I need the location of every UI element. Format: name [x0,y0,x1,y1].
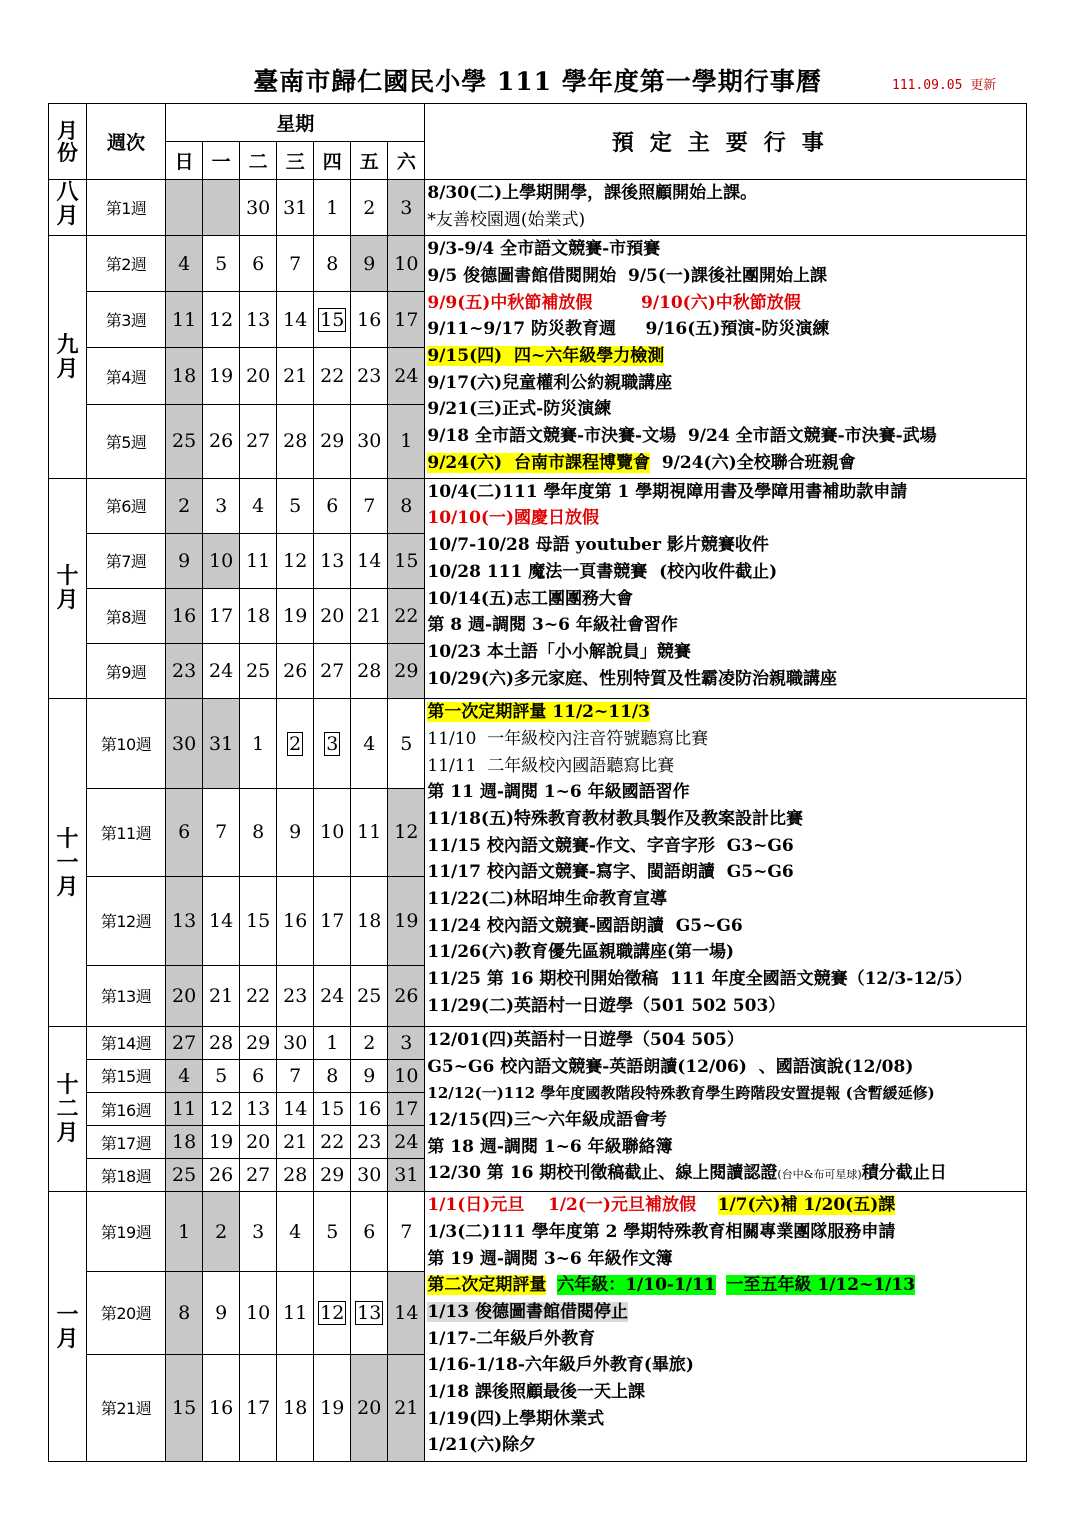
day-cell: 9 [203,1272,240,1354]
day-cell: 14 [351,533,388,588]
day-cell: 16 [277,876,314,965]
event-line: 1/18 課後照顧最後一天上課 [427,1382,646,1402]
event-line: 1/16-1/18-六年級戶外教育(畢旅) [427,1355,694,1376]
day-cell: 5 [388,699,425,789]
event-line: 1/17-二年級戶外教育 [427,1328,596,1349]
weekday-0: 日 [166,142,203,180]
day-cell: 4 [240,478,277,533]
day-cell: 30 [351,1159,388,1192]
day-cell: 19 [203,348,240,404]
calendar-table [48,103,1027,1462]
day-cell: 5 [203,1059,240,1092]
day-cell: 2 [277,699,314,789]
day-cell: 17 [388,1093,425,1126]
event-line: 第二次定期評量 六年級：1/10-1/11 一至五年級 1/12~1/13 [427,1275,916,1296]
day-cell: 9 [277,789,314,876]
day-cell: 3 [388,180,425,236]
day-cell: 20 [240,348,277,404]
day-cell: 21 [203,965,240,1026]
day-cell: 28 [203,1026,240,1059]
table-row [49,1026,1027,1059]
events-dec [425,1026,1027,1191]
day-cell: 14 [277,1093,314,1126]
month-cell: 九 月 [49,236,87,478]
day-cell: 16 [166,588,203,643]
event-line: 9/24(六) 台南市課程博覽會 9/24(六)全校聯合班親會 [427,452,856,473]
day-cell: 20 [240,1126,277,1159]
day-cell: 14 [388,1272,425,1354]
day-cell: 12 [277,533,314,588]
event-line: 10/10(一)國慶日放假 [427,508,600,529]
week-label: 第21週 [87,1354,166,1461]
event-line: *友善校園週(始業式) [427,209,586,230]
week-label: 第10週 [87,699,166,789]
day-cell: 20 [314,588,351,643]
event-line: 9/5 俊德圖書館借閱開始 9/5(一)課後社團開始上課 [427,265,827,286]
header-main: 預定主要行事 [425,104,1027,180]
day-cell: 1 [314,1026,351,1059]
day-cell: 24 [388,1126,425,1159]
day-cell: 23 [166,644,203,699]
event-line: 1/3(二)111 學年度第 2 學期特殊教育相關專業團隊服務申請 [427,1221,896,1242]
updated-note: 111.09.05 更新 [892,78,997,93]
day-cell: 29 [314,404,351,478]
event-line: 8/30(二)上學期開學，課後照顧開始上課。 [427,183,758,204]
day-cell: 16 [351,1093,388,1126]
event-line: 9/15(四) 四~六年級學力檢測 [427,346,665,367]
day-cell: 6 [314,478,351,533]
day-cell: 1 [166,1192,203,1272]
week-label: 第13週 [87,965,166,1026]
day-cell: 29 [240,1026,277,1059]
event-line: 11/29(二)英語村一日遊學（501 502 503） [427,995,786,1016]
day-cell: 5 [314,1192,351,1272]
day-cell: 10 [388,1059,425,1092]
day-cell: 7 [277,1059,314,1092]
day-cell: 8 [314,1059,351,1092]
event-line: 9/18 全市語文競賽-市決賽-文場 9/24 全市語文競賽-市決賽-武場 [427,426,937,447]
week-label: 第5週 [87,404,166,478]
day-cell: 23 [351,1126,388,1159]
header-month: 月 份 [49,104,87,180]
day-cell: 25 [351,965,388,1026]
day-cell: 30 [277,1026,314,1059]
event-line: 10/29(六)多元家庭、性別特質及性霸凌防治親職講座 [427,668,838,689]
event-line: 1/1(日)元旦 1/2(一)元旦補放假 1/7(六)補 1/20(五)課 [427,1195,896,1216]
day-cell: 17 [314,876,351,965]
day-cell: 3 [240,1192,277,1272]
day-cell: 27 [166,1026,203,1059]
day-cell: 17 [388,292,425,348]
day-cell: 6 [240,1059,277,1092]
day-cell: 27 [314,644,351,699]
event-line: 9/17(六)兒童權利公約親職講座 [427,372,673,393]
week-label: 第18週 [87,1159,166,1192]
event-line: 11/11 二年級校內國語聽寫比賽 [427,755,675,776]
day-cell: 24 [203,644,240,699]
week-label: 第16週 [87,1093,166,1126]
table-row [49,478,1027,533]
day-cell: 4 [166,236,203,292]
weekday-6: 六 [388,142,425,180]
event-line: 1/21(六)除夕 [427,1435,537,1456]
day-cell: 6 [240,236,277,292]
day-cell: 15 [240,876,277,965]
day-cell: 3 [388,1026,425,1059]
day-cell: 13 [240,292,277,348]
weekday-1: 一 [203,142,240,180]
day-cell: 12 [203,1093,240,1126]
day-cell: 11 [166,1093,203,1126]
day-cell: 11 [351,789,388,876]
week-label: 第9週 [87,644,166,699]
event-line: 9/11~9/17 防災教育週 9/16(五)預演-防災演練 [427,319,830,340]
day-cell: 12 [314,1272,351,1354]
day-cell: 27 [240,1159,277,1192]
month-cell: 十 月 [49,478,87,698]
day-cell: 15 [314,292,351,348]
table-row [49,180,1027,236]
week-label: 第17週 [87,1126,166,1159]
event-line: G5~G6 校內語文競賽-英語朗讀(12/06) 、國語演說(12/08) [427,1056,914,1077]
events-jan [425,1192,1027,1462]
day-cell: 2 [351,1026,388,1059]
day-cell: 11 [166,292,203,348]
day-cell: 7 [388,1192,425,1272]
event-line: 1/13 俊德圖書館借閱停止 [427,1301,629,1322]
day-cell: 15 [388,533,425,588]
event-line: 12/12(一)112 學年度國教階段特殊教育學生跨階段安置提報 (含暫緩延修) [427,1084,935,1103]
day-cell: 25 [240,644,277,699]
event-line: 12/01(四)英語村一日遊學（504 505） [427,1029,744,1050]
day-cell: 18 [166,1126,203,1159]
day-cell: 24 [314,965,351,1026]
day-cell: 19 [314,1354,351,1461]
week-label: 第14週 [87,1026,166,1059]
table-row [49,236,1027,292]
day-cell: 17 [203,588,240,643]
day-cell [203,180,240,236]
day-cell: 13 [166,876,203,965]
day-cell: 28 [351,644,388,699]
day-cell: 15 [166,1354,203,1461]
event-line: 11/18(五)特殊教育教材教具製作及教案設計比賽 [427,808,804,829]
day-cell: 6 [351,1192,388,1272]
day-cell: 30 [166,699,203,789]
day-cell: 21 [351,588,388,643]
event-line: 第一次定期評量 11/2~11/3 [427,702,650,723]
day-cell: 2 [166,478,203,533]
week-label: 第15週 [87,1059,166,1092]
week-label: 第11週 [87,789,166,876]
day-cell: 9 [166,533,203,588]
event-line: 11/25 第 16 期校刊開始徵稿 111 年度全國語文競賽（12/3-12/5） [427,969,973,990]
event-line: 11/17 校內語文競賽-寫字、閩語朗讀 G5~G6 [427,862,794,883]
day-cell [166,180,203,236]
event-line: 10/7-10/28 母語 youtuber 影片競賽收件 [427,535,769,556]
day-cell: 3 [314,699,351,789]
day-cell: 26 [388,965,425,1026]
day-cell: 18 [240,588,277,643]
day-cell: 10 [388,236,425,292]
day-cell: 26 [277,644,314,699]
day-cell: 2 [351,180,388,236]
weekday-5: 五 [351,142,388,180]
week-label: 第2週 [87,236,166,292]
day-cell: 10 [203,533,240,588]
day-cell: 16 [203,1354,240,1461]
event-line: 11/24 校內語文競賽-國語朗讀 G5~G6 [427,915,743,936]
day-cell: 11 [240,533,277,588]
event-line: 10/4(二)111 學年度第 1 學期視障用書及學障用書補助款申請 [427,481,908,502]
day-cell: 21 [277,348,314,404]
day-cell: 22 [314,348,351,404]
day-cell: 21 [277,1126,314,1159]
day-cell: 31 [203,699,240,789]
page-title: 臺南市歸仁國民小學 111 學年度第一學期行事曆 [253,67,822,96]
week-label: 第8週 [87,588,166,643]
day-cell: 28 [277,404,314,478]
event-line: 第 19 週-調閱 3~6 年級作文簿 [427,1248,673,1269]
header-weekday: 星期 [166,104,425,142]
day-cell: 21 [388,1354,425,1461]
events-nov [425,699,1027,1027]
day-cell: 8 [314,236,351,292]
week-label: 第20週 [87,1272,166,1354]
day-cell: 4 [166,1059,203,1092]
day-cell: 30 [351,404,388,478]
day-cell: 22 [314,1126,351,1159]
header-week: 週次 [87,104,166,180]
events-sep [425,236,1027,478]
event-line: 第 11 週-調閱 1~6 年級國語習作 [427,782,690,803]
day-cell: 28 [277,1159,314,1192]
day-cell: 18 [277,1354,314,1461]
week-label: 第1週 [87,180,166,236]
event-line: 1/19(四)上學期休業式 [427,1408,605,1429]
week-label: 第4週 [87,348,166,404]
event-line: 9/21(三)正式-防災演練 [427,399,612,420]
weekday-2: 二 [240,142,277,180]
day-cell: 1 [388,404,425,478]
day-cell: 5 [277,478,314,533]
day-cell: 25 [166,404,203,478]
week-label: 第12週 [87,876,166,965]
day-cell: 5 [203,236,240,292]
day-cell: 27 [240,404,277,478]
event-line: 10/23 本土語「小小解說員」競賽 [427,641,691,662]
month-cell: 十 二 月 [49,1026,87,1191]
day-cell: 4 [277,1192,314,1272]
day-cell: 31 [388,1159,425,1192]
day-cell: 10 [240,1272,277,1354]
day-cell: 16 [351,292,388,348]
day-cell: 12 [203,292,240,348]
day-cell: 22 [388,588,425,643]
weekday-3: 三 [277,142,314,180]
day-cell: 29 [388,644,425,699]
day-cell: 8 [388,478,425,533]
day-cell: 9 [351,236,388,292]
day-cell: 14 [277,292,314,348]
day-cell: 7 [351,478,388,533]
table-row [49,1192,1027,1272]
day-cell: 10 [314,789,351,876]
day-cell: 8 [240,789,277,876]
day-cell: 15 [314,1093,351,1126]
week-label: 第7週 [87,533,166,588]
day-cell: 13 [240,1093,277,1126]
event-line: 第 18 週-調閱 1~6 年級聯絡簿 [427,1136,673,1157]
day-cell: 13 [351,1272,388,1354]
week-label: 第3週 [87,292,166,348]
day-cell: 19 [203,1126,240,1159]
day-cell: 13 [314,533,351,588]
day-cell: 19 [277,588,314,643]
day-cell: 2 [203,1192,240,1272]
weekday-4: 四 [314,142,351,180]
month-cell: 一 月 [49,1192,87,1462]
day-cell: 14 [203,876,240,965]
month-cell: 八 月 [49,180,87,236]
event-line: 11/22(二)林昭坤生命教育宣導 [427,889,668,909]
events-aug [425,180,1027,236]
month-cell: 十 一 月 [49,699,87,1027]
day-cell: 22 [240,965,277,1026]
day-cell: 6 [166,789,203,876]
event-line: 11/15 校內語文競賽-作文、字音字形 G3~G6 [427,835,794,856]
day-cell: 18 [351,876,388,965]
day-cell: 29 [314,1159,351,1192]
event-line: 10/28 111 魔法一頁書競賽 (校內收件截止) [427,561,778,582]
event-line: 11/10 一年級校內注音符號聽寫比賽 [427,728,709,749]
day-cell: 3 [203,478,240,533]
day-cell: 7 [203,789,240,876]
day-cell: 23 [351,348,388,404]
day-cell: 20 [166,965,203,1026]
event-line: 9/9(五)中秋節補放假 9/10(六)中秋節放假 [427,292,801,313]
week-label: 第6週 [87,478,166,533]
day-cell: 19 [388,876,425,965]
event-line: 12/15(四)三～六年級成語會考 [427,1109,668,1130]
event-line: 第 8 週-調閱 3~6 年級社會習作 [427,615,678,636]
day-cell: 4 [351,699,388,789]
events-oct [425,478,1027,698]
day-cell: 20 [351,1354,388,1461]
table-row [49,699,1027,789]
day-cell: 7 [277,236,314,292]
day-cell: 24 [388,348,425,404]
day-cell: 12 [388,789,425,876]
event-line: 11/26(六)教育優先區親職講座(第一場) [427,942,735,963]
event-line: 9/3-9/4 全市語文競賽-市預賽 [427,239,661,260]
week-label: 第19週 [87,1192,166,1272]
day-cell: 26 [203,1159,240,1192]
day-cell: 8 [166,1272,203,1354]
event-line: 10/14(五)志工團團務大會 [427,588,634,609]
day-cell: 11 [277,1272,314,1354]
day-cell: 1 [314,180,351,236]
day-cell: 17 [240,1354,277,1461]
day-cell: 25 [166,1159,203,1192]
day-cell: 31 [277,180,314,236]
day-cell: 18 [166,348,203,404]
day-cell: 26 [203,404,240,478]
day-cell: 23 [277,965,314,1026]
day-cell: 1 [240,699,277,789]
day-cell: 30 [240,180,277,236]
event-line: 12/30 第 16 期校刊徵稿截止、線上閱讀認證(台中&布可星球)積分截止日 [427,1163,947,1184]
day-cell: 9 [351,1059,388,1092]
